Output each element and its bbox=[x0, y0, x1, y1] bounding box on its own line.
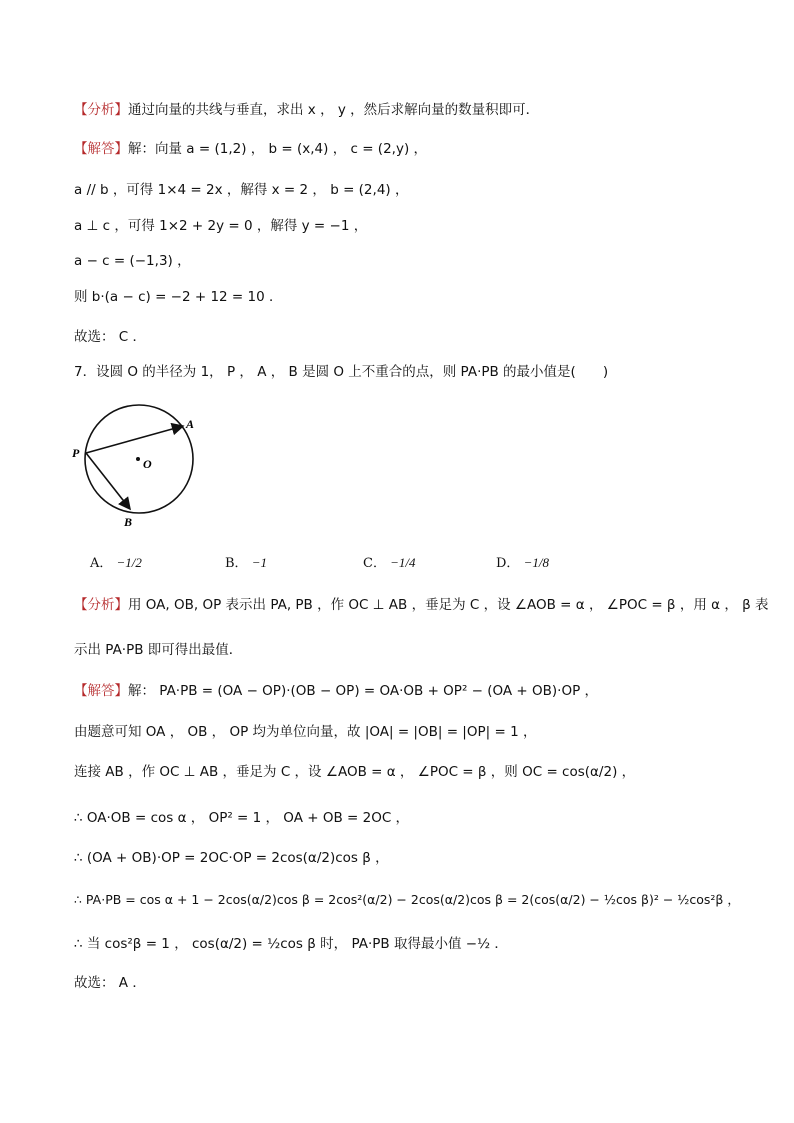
answer-options bbox=[90, 552, 650, 580]
label-o: O bbox=[143, 457, 152, 471]
line-text: a ⊥ c ，可得 1×2 + 2y = 0 ，解得 y = −1 ， bbox=[74, 218, 368, 234]
circle-figure bbox=[70, 402, 220, 537]
vector-pa bbox=[86, 426, 183, 453]
option-b bbox=[225, 552, 267, 571]
line-text: 故选： A ． bbox=[74, 975, 146, 991]
line-text: a // b ，可得 1×4 = 2x ，解得 x = 2 ， b = (2,4) ， bbox=[74, 182, 409, 198]
line-text: ∴ 当 cos²β = 1 ， cos(α/2) = ½cos β 时， PA·PB 取得最小值 −½ ． bbox=[74, 936, 508, 952]
line-unit-vectors bbox=[74, 722, 536, 742]
line-analysis-2a bbox=[74, 595, 769, 615]
line-step-dot bbox=[74, 287, 283, 307]
line-text: a − c = (−1,3) ， bbox=[74, 253, 191, 269]
option-label: A． bbox=[90, 556, 113, 571]
option-value: −1/2 bbox=[116, 555, 142, 570]
option-d bbox=[496, 552, 549, 571]
option-label: B． bbox=[225, 556, 248, 571]
option-value: −1/8 bbox=[523, 555, 549, 570]
line-therefore-1 bbox=[74, 808, 409, 828]
option-a bbox=[90, 552, 142, 571]
question-text: 7．设圆 O 的半径为 1， P ， A ， B 是圆 O 上不重合的点，则 PA·PB 的最小值是( ) bbox=[74, 364, 609, 380]
line-text: 用 OA, OB, OP 表示出 PA, PB ，作 OC ⊥ AB ，垂足为 C ，设 ∠AOB = α ， ∠POC = β ，用 α ， β 表 bbox=[128, 597, 769, 613]
line-solution-2 bbox=[74, 681, 598, 701]
line-construct bbox=[74, 762, 635, 782]
line-text: 示出 PA·PB 即可得出最值． bbox=[74, 642, 243, 658]
line-text: 由题意可知 OA ， OB ， OP 均为单位向量，故 |OA| = |OB| = |OP| = 1 ， bbox=[74, 724, 537, 740]
line-solution-1 bbox=[74, 139, 427, 159]
tag-analysis: 【分析】 bbox=[74, 102, 128, 118]
option-value: −1 bbox=[251, 555, 267, 570]
label-p: P bbox=[72, 446, 80, 460]
label-a: A bbox=[186, 417, 195, 431]
option-label: C． bbox=[363, 556, 386, 571]
line-text: 则 b·(a − c) = −2 + 12 = 10 ． bbox=[74, 289, 283, 305]
line-text: 连接 AB ，作 OC ⊥ AB ，垂足为 C ，设 ∠AOB = α ， ∠POC = β ，则 OC = cos(α/2) ， bbox=[74, 764, 636, 780]
option-c bbox=[363, 552, 415, 571]
line-step-perpendicular bbox=[74, 216, 367, 236]
line-answer-2 bbox=[74, 973, 146, 993]
option-label: D． bbox=[496, 556, 520, 571]
question-7 bbox=[74, 362, 608, 382]
line-therefore-2 bbox=[74, 848, 389, 868]
label-b: B bbox=[124, 515, 133, 529]
line-text: 故选： C ． bbox=[74, 329, 147, 345]
line-analysis-2b bbox=[74, 640, 242, 660]
line-text: 解： PA·PB = (OA − OP)·(OB − OP) = OA·OB + OP² − (OA + OB)·OP ， bbox=[128, 683, 599, 699]
line-analysis-1 bbox=[74, 100, 539, 120]
tag-analysis: 【分析】 bbox=[74, 597, 128, 613]
line-text: 解：向量 a = (1,2) ， b = (x,4) ， c = (2,y) ， bbox=[128, 141, 428, 157]
line-text: ∴ PA·PB = cos α + 1 − 2cos(α/2)cos β = 2cos²(α/2) − 2cos(α/2)cos β = 2(cos(α/2) − ½cos β)² − ½cos²β ， bbox=[74, 892, 740, 907]
line-therefore-3 bbox=[74, 890, 740, 910]
line-step-collinear bbox=[74, 180, 408, 200]
line-answer-1 bbox=[74, 327, 146, 347]
vector-pb bbox=[86, 453, 130, 509]
line-minimum bbox=[74, 934, 508, 954]
center-dot bbox=[136, 457, 140, 461]
line-step-difference bbox=[74, 251, 191, 271]
line-text: ∴ OA·OB = cos α ， OP² = 1 ， OA + OB = 2OC ， bbox=[74, 810, 410, 826]
tag-solution: 【解答】 bbox=[74, 683, 128, 699]
option-value: −1/4 bbox=[390, 555, 416, 570]
line-text: ∴ (OA + OB)·OP = 2OC·OP = 2cos(α/2)cos β ， bbox=[74, 850, 389, 866]
line-text: 通过向量的共线与垂直，求出 x ， y ，然后求解向量的数量积即可． bbox=[128, 102, 540, 118]
tag-solution: 【解答】 bbox=[74, 141, 128, 157]
